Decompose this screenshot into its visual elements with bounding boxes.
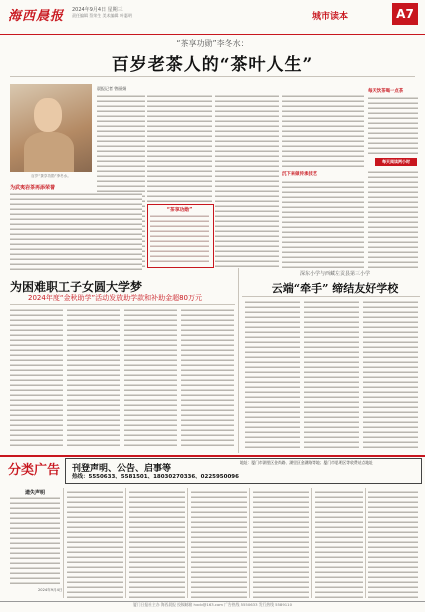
issue-editors: 责任编辑 蔡荣生 美术编辑 叶惠明 — [72, 13, 132, 18]
page-number: A7 — [392, 3, 418, 25]
story1-subhead-3: 每天阅读两小时 — [375, 158, 417, 166]
divider — [10, 304, 235, 305]
story1-subhead-2: 沉下来做传承技艺 — [282, 172, 318, 177]
footer-text: 厦门日报社主办 海西晨报 投稿邮箱 hxcb@163.com 广告热线 5550633 发行热线 5589110 — [132, 602, 293, 607]
divider — [242, 296, 420, 297]
ad-column-5-body — [253, 490, 309, 598]
story1-photo-caption: 百岁“茶享功勋”李冬水。 — [31, 174, 71, 178]
paper-name: 海西晨报 — [8, 9, 65, 24]
story2-subhead: 2024年度“金秋助学”活动发放助学款和补助金超80万元 — [28, 294, 202, 302]
ad-column-3-body — [129, 490, 185, 598]
story1-body-col1b — [10, 192, 142, 270]
ad-column-2-body — [67, 490, 123, 598]
story1-byline: 晨报记者 曾丽娟 — [97, 86, 127, 91]
photo-portrait-body — [24, 132, 74, 172]
story1-body-col5b — [368, 170, 418, 269]
story1-body-col4 — [282, 94, 364, 169]
story1-body-col2 — [147, 94, 212, 202]
section-title: 城市读本 — [312, 12, 349, 22]
photo-portrait-face — [34, 98, 62, 132]
story1-quote-body — [150, 214, 209, 264]
ad-column-1-heading: 遗失声明 — [24, 490, 45, 496]
story1-kicker: “茶享功勋”李冬水： — [176, 39, 249, 48]
story2-body — [10, 308, 235, 448]
issue-date: 2024年9月4日 星期三 — [72, 7, 123, 13]
story1-body-col4b — [282, 180, 364, 269]
ads-banner-title: 刊登声明、公告、启事等 — [72, 464, 172, 474]
ads-top-rule — [0, 455, 425, 457]
ad-column-4-body — [191, 490, 247, 598]
ad-column-6-body — [315, 490, 363, 598]
story1-body-col3 — [215, 94, 279, 269]
story1-subhead-1: 为武夷岩茶再添荣誉 — [10, 184, 95, 193]
ad-column-1-date: 2024年9月4日 — [38, 588, 63, 592]
story3-body — [245, 300, 418, 448]
story1-quote-title: “茶享功勋” — [166, 208, 193, 213]
ad-column-1-body — [10, 496, 60, 586]
story1-subhead-4: 每天饮茶喝一点茶 — [368, 89, 404, 94]
story3-headline: 云端“牵手” 缔结友好学校 — [271, 282, 399, 295]
story3-kicker: 深东小学与西藏左贡县第三小学 — [299, 271, 370, 277]
story1-headline: 百岁老茶人的“茶叶人生” — [111, 55, 314, 75]
ads-banner-side: 地址：厦门市湖里区金尚路、湖里区金湖路等地；厦门市思明区等收费站点地址 — [240, 460, 373, 465]
story2-headline: 为困难职工子女圆大学梦 — [10, 280, 143, 294]
ad-column-7-body — [368, 490, 418, 598]
ads-banner-phone: 热线：5550633、5581501、18030270336、0225950096 — [72, 474, 239, 480]
column-divider — [238, 268, 239, 453]
divider — [10, 76, 415, 77]
story1-body-col5 — [368, 96, 418, 154]
ads-section-title: 分类广告 — [8, 463, 61, 478]
